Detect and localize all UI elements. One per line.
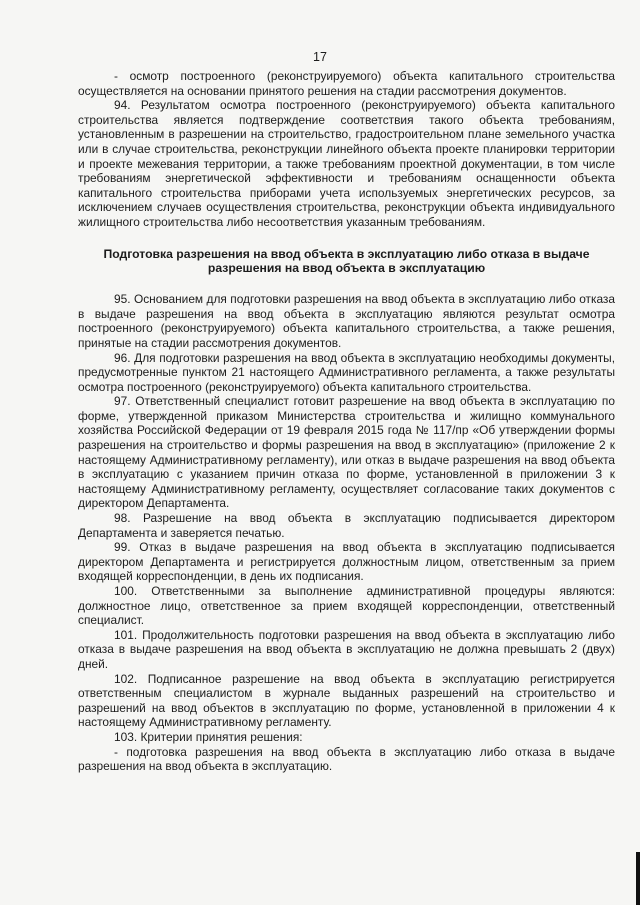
paragraph-103: 103. Критерии принятия решения: [114,729,303,744]
paragraph-102: 102. Подписанное разрешение на ввод объекта в эксплуатацию регистрируется ответственным специалистом в журнале выданных разрешений на строительство и разрешений на ввод объектов в эксплуатацию по форме, установленной в приложении 4 к настоящему Административному регламенту. [78,671,615,730]
paragraph-95: 95. Основанием для подготовки разрешения на ввод объекта в эксплуатацию либо отказа в выдаче разрешения на ввод объекта в эксплуатацию являются результат осмотра построенного (реконструируемого) объекта капитального строительства, а также решения, принятые на стадии рассмотрения документов. [78,292,615,350]
section-heading: Подготовка разрешения на ввод объекта в эксплуатацию либо отказа в выдаче разрешения на ввод объекта в эксплуатацию [103,246,590,276]
paragraph-98: 98. Разрешение на ввод объекта в эксплуатацию подписывается директором Департамента и заверяется печатью. [78,511,615,540]
paragraph-99: 99. Отказ в выдаче разрешения на ввод объекта в эксплуатацию подписывается директором Департамента и регистрируется должностным лицом, ответственным за прием входящей корреспонденции, в день их подписания. [78,540,615,584]
page-number: 17 [313,50,327,64]
document-body [78,69,615,774]
paragraph-96: 96. Для подготовки разрешения на ввод объекта в эксплуатацию необходимы документы, предусмотренные пунктом 21 настоящего Административного регламента, а также результаты осмотра построенного (реконструируемого) объекта капитального строительства. [78,350,615,394]
paragraph-100: 100. Ответственными за выполнение административной процедуры являются: должностное лицо, ответственное за прием входящей корреспонденции, ответственный специалист. [78,584,615,628]
scan-edge-shadow [636,852,640,905]
paragraph-101: 101. Продолжительность подготовки разрешения на ввод объекта в эксплуатацию либо отказа в выдаче разрешения на ввод объекта в эксплуатацию не должна превышать 2 (двух) дней. [78,627,615,671]
paragraph-103-criterion: - подготовка разрешения на ввод объекта в эксплуатацию либо отказа в выдаче разрешения на ввод объекта в эксплуатацию. [78,744,615,774]
paragraph-97: 97. Ответственный специалист готовит разрешение на ввод объекта в эксплуатацию по форме, утвержденной приказом Министерства строительства и жилищно коммунального хозяйства Российской Федерации от 19 февраля 2015 года № 117/пр «Об утверждении формы разрешения на строительство и формы разрешения на ввод в эксплуатацию» (приложение 2 к настоящему Административному регламенту), или отказ в выдаче разрешения на ввод объекта в эксплуатацию с указанием причин отказа по форме, установленной в приложении 3 к настоящему Административному регламенту, осуществляет согласование таких документов с директором Департамента. [78,394,615,511]
paragraph-osmotr-basis: - осмотр построенного (реконструируемого) объекта капитального строительства осуществляется на основании принятого решения на стадии рассмотрения документов. [78,69,615,98]
paragraph-94: 94. Результатом осмотра построенного (реконструируемого) объекта капитального строительства является подтверждение соответствия такого объекта требованиям, установленным в разрешении на строительство, градостроительном плане земельного участка или в случае строительства, реконструкции линейного объекта проекте планировки территории и проекте межевания территории, а также требованиям проектной документации, в том числе требованиям энергетической эффективности и требованиям оснащенности объекта капитального строительства приборами учета используемых энергетических ресурсов, за исключением случаев осуществления строительства, реконструкции объекта индивидуального жилищного строительства либо несоответствия указанным требованиям. [78,98,615,229]
